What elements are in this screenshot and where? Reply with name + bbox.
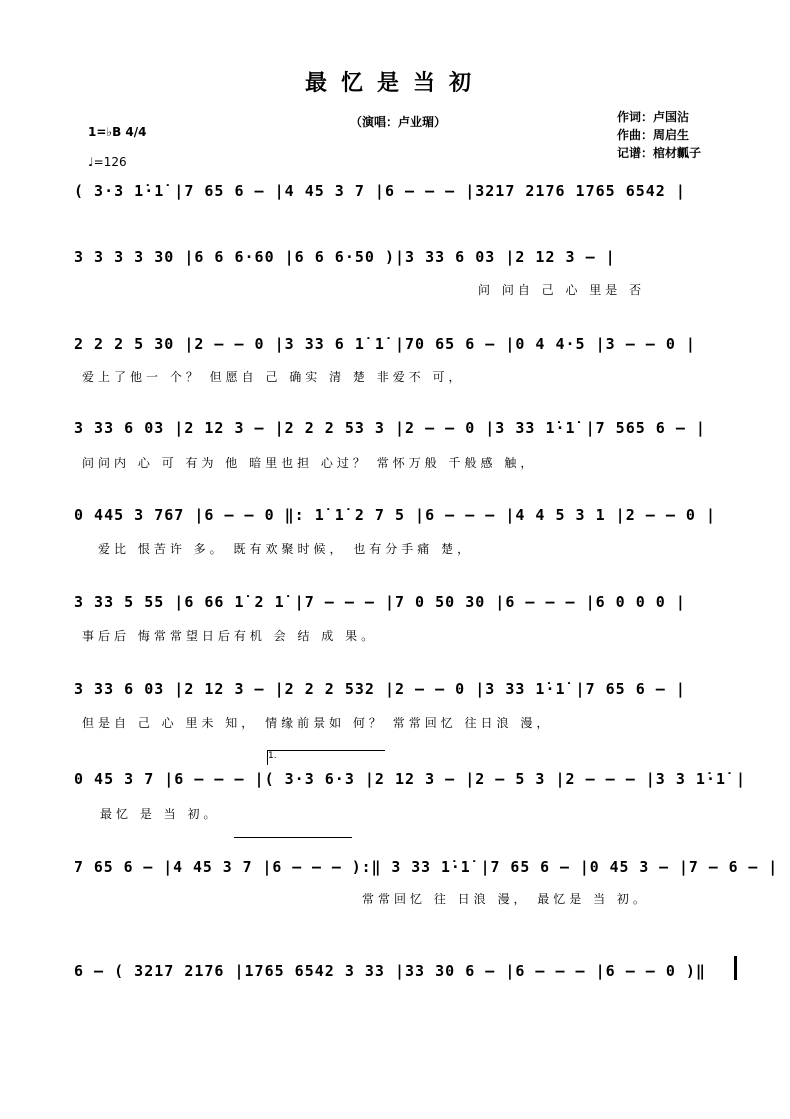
tempo-marking: ♩=126 [88, 155, 127, 169]
notation-line-8: 0 45 3 7 |6 – – – |( 3·3 6·3 |2 12 3 – |2 – 5 3 |2 – – – |3 3 1̇·1̇ | [74, 770, 747, 788]
ending-bracket-continuation [234, 837, 352, 852]
notation-line-7: 3 33 6 03 |2 12 3 – |2 2 2 532 |2 – – 0 |3 33 1̇·1̇ |7 65 6 – | [74, 680, 686, 698]
final-barline [734, 956, 737, 980]
lyrics-line-4: 问问内 心 可 有为 他 暗里也担 心过？ 常怀万般 千般感 触， [82, 456, 537, 470]
lyrics-line-7: 但是自 己 心 里未 知， 情缘前景如 何？ 常常回忆 往日浪 漫， [82, 716, 553, 730]
song-title: 最忆是当初 [304, 71, 485, 96]
lyrics-line-2: 问 问自 己 心 里是 否 [478, 283, 646, 297]
notation-line-1: ( 3·3 1̇·1̇ |7 65 6 – |4 45 3 7 |6 – – – |3217 2176 1765 6542 | [74, 182, 686, 200]
lyrics-line-9: 常常回忆 往 日浪 漫， 最忆是 当 初。 [362, 892, 649, 906]
lyrics-line-5: 爱比 恨苦许 多。 既有欢聚时候， 也有分手痛 楚， [98, 542, 474, 556]
transcriber-credit: 记谱：棺材瓤子 [617, 146, 702, 160]
singer-credit: （演唱：卢业瑂） [350, 115, 447, 129]
first-ending-label: 1. [268, 751, 277, 761]
lyrics-line-6: 事后后 悔常常望日后有机 会 结 成 果。 [82, 629, 378, 643]
notation-line-6: 3 33 5 55 |6 66 1̇ 2 1̇ |7 – – – |7 0 50 30 |6 – – – |6 0 0 0 | [74, 593, 686, 611]
composer-credit: 作曲：周启生 [617, 128, 690, 142]
first-ending-bracket [267, 750, 385, 765]
notation-line-4: 3 33 6 03 |2 12 3 – |2 2 2 53 3 |2 – – 0 |3 33 1̇·1̇ |7 565 6 – | [74, 419, 706, 437]
notation-line-9: 7 65 6 – |4 45 3 7 |6 – – – ):‖ 3 33 1̇·1̇ |7 65 6 – |0 45 3 – |7 – 6 – | [74, 858, 779, 876]
credits-block [617, 108, 701, 162]
lyricist-credit: 作词：卢国沾 [617, 110, 690, 124]
lyrics-line-8: 最忆 是 当 初。 [100, 807, 220, 821]
lyrics-line-3: 爱上了他一 个？ 但愿自 己 确实 清 楚 非爱不 可， [82, 370, 465, 384]
key-signature: 1=♭B 4/4 [88, 125, 147, 139]
notation-line-3: 2 2 2 5 30 |2 – – 0 |3 33 6 1̇ 1̇ |70 65 6 – |0 4 4·5 |3 – – 0 | [74, 335, 696, 353]
notation-line-2: 3 3 3 3 30 |6 6 6·60 |6 6 6·50 )|3 33 6 03 |2 12 3 – | [74, 248, 616, 266]
notation-line-10: 6 – ( 3217 2176 |1765 6542 3 33 |33 30 6 – |6 – – – |6 – – 0 )‖ [74, 962, 706, 980]
notation-line-5: 0 445 3 767 |6 – – 0 ‖: 1̇ 1̇ 2 7 5 |6 – – – |4 4 5 3 1 |2 – – 0 | [74, 506, 716, 524]
